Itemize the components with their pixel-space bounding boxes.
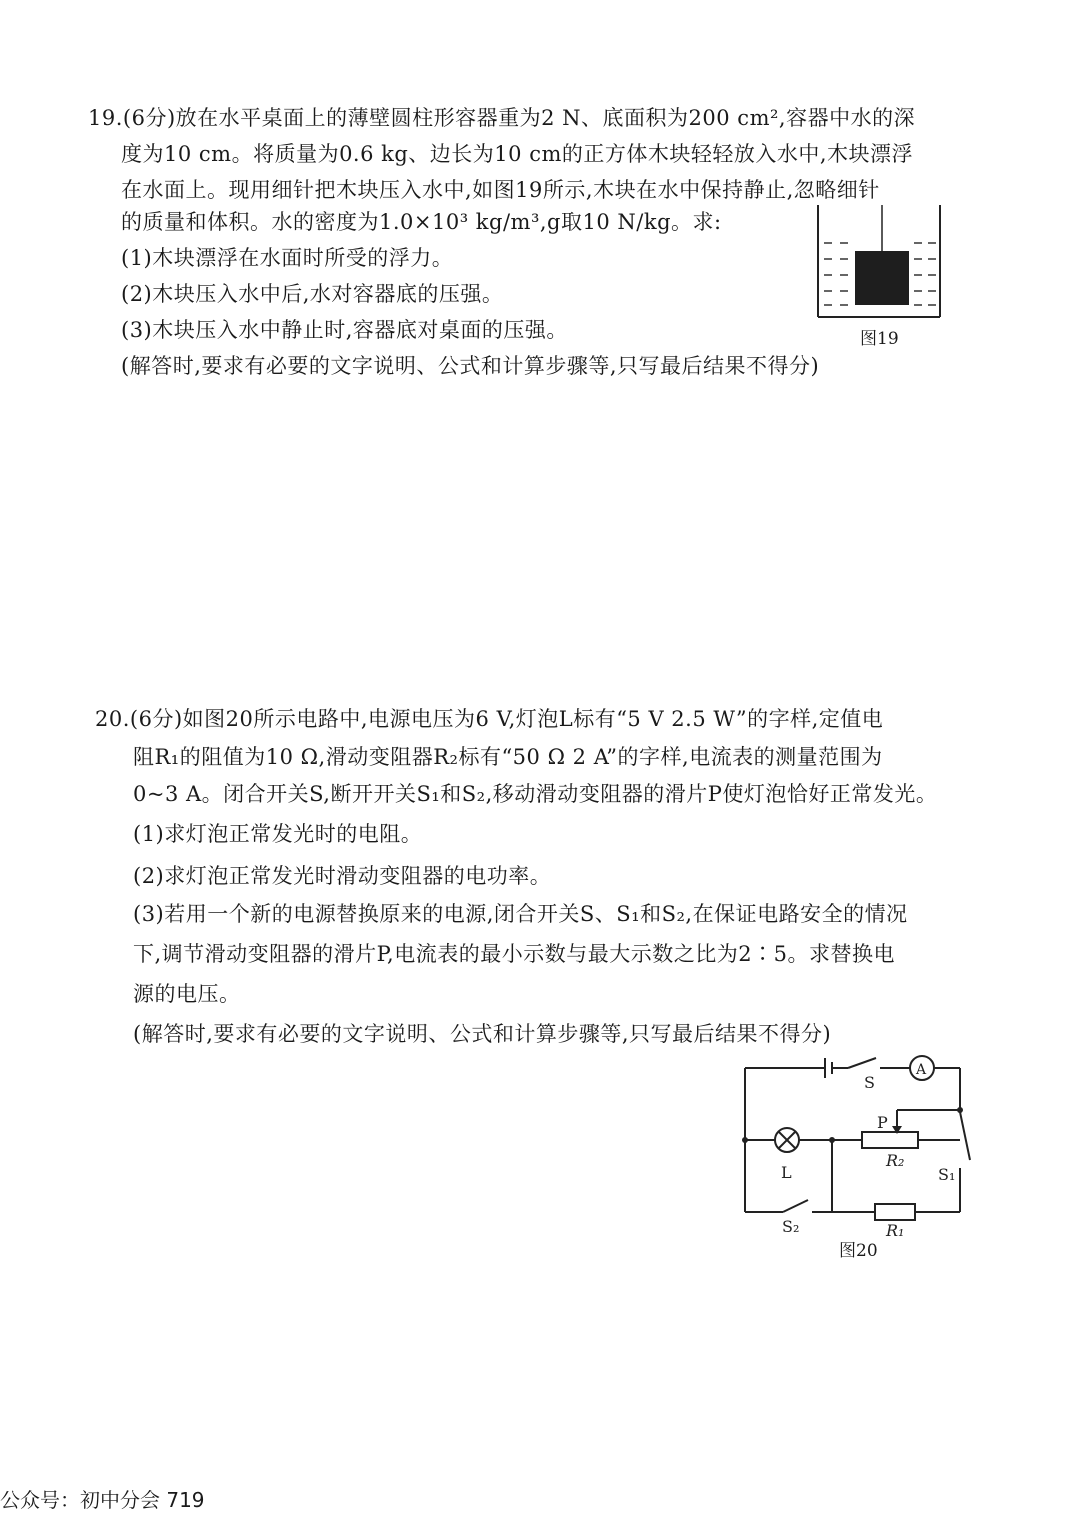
q20-subquestion-3-cont-2: 源的电压。 [133, 982, 241, 1006]
q20-subquestion-3-cont: 下,调节滑动变阻器的滑片P,电流表的最小示数与最大示数之比为2∶5。求替换电 [133, 942, 895, 966]
figure-20-caption: 图20 [839, 1241, 878, 1261]
q19-line-4: 的质量和体积。水的密度为1.0×10³ kg/m³,g取10 N/kg。求: [121, 210, 722, 234]
q20-line-3: 0~3 A。闭合开关S,断开开关S₁和S₂,移动滑动变阻器的滑片P使灯泡恰好正常发光。 [133, 782, 938, 806]
switch-s-blade [848, 1058, 876, 1068]
switch-s2-blade [783, 1200, 808, 1212]
q20-answer-note: (解答时,要求有必要的文字说明、公式和计算步骤等,只写最后结果不得分) [133, 1022, 832, 1046]
q19-subquestion-2: (2)木块压入水中后,水对容器底的压强。 [121, 282, 504, 306]
switch-s1-blade [960, 1112, 970, 1160]
junction-middle [829, 1137, 835, 1143]
q20-subquestion-1: (1)求灯泡正常发光时的电阻。 [133, 822, 423, 846]
label-switch-s2: S₂ [782, 1217, 800, 1236]
q20-subquestion-2: (2)求灯泡正常发光时滑动变阻器的电功率。 [133, 864, 552, 888]
label-lamp: L [781, 1163, 792, 1182]
q19-subquestion-1: (1)木块漂浮在水面时所受的浮力。 [121, 246, 454, 270]
label-slider-p: P [877, 1113, 888, 1132]
q19-line-3: 在水面上。现用细针把木块压入水中,如图19所示,木块在水中保持静止,忽略细针 [121, 178, 880, 202]
q19-line-2: 度为10 cm。将质量为0.6 kg、边长为10 cm的正方体木块轻轻放入水中,木块漂浮 [121, 142, 914, 166]
q19-line-1: 19.(6分)放在水平桌面上的薄壁圆柱形容器重为2 N、底面积为200 cm²,容器中水的深 [88, 106, 916, 130]
footer-watermark-text: 公众号：初中分会 719 [0, 1488, 205, 1512]
label-switch-s: S [864, 1073, 875, 1092]
label-r2: R₂ [886, 1151, 905, 1170]
label-ammeter: A [916, 1062, 927, 1078]
q19-answer-note: (解答时,要求有必要的文字说明、公式和计算步骤等,只写最后结果不得分) [121, 354, 820, 378]
figure-19-caption: 图19 [860, 329, 899, 349]
junction-right-top [957, 1107, 963, 1113]
rheostat-r2 [862, 1132, 918, 1148]
q19-subquestion-3: (3)木块压入水中静止时,容器底对桌面的压强。 [121, 318, 568, 342]
junction-left [742, 1137, 748, 1143]
resistor-r1 [875, 1204, 915, 1220]
label-switch-s1: S₁ [938, 1165, 956, 1184]
q20-subquestion-3: (3)若用一个新的电源替换原来的电源,闭合开关S、S₁和S₂,在保证电路安全的情况 [133, 902, 908, 926]
label-r1: R₁ [886, 1221, 905, 1240]
q20-line-1: 20.(6分)如图20所示电路中,电源电压为6 V,灯泡L标有“5 V 2.5 W”的字样,定值电 [95, 707, 884, 731]
q20-line-2: 阻R₁的阻值为10 Ω,滑动变阻器R₂标有“50 Ω 2 A”的字样,电流表的测量范围为 [133, 745, 883, 769]
